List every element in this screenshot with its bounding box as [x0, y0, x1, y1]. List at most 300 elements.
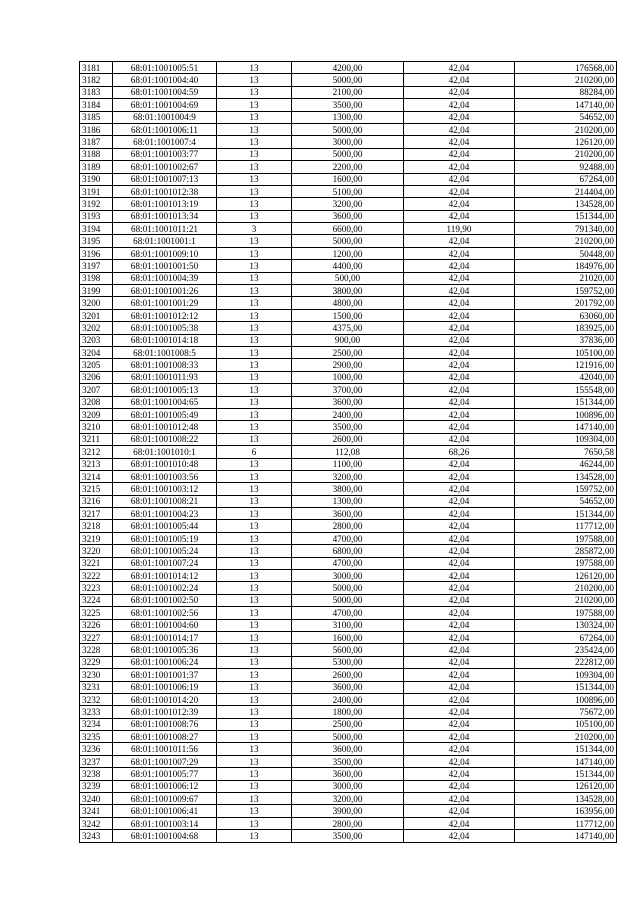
table-row [80, 384, 617, 396]
value-cell: 75672,00 [515, 706, 617, 718]
cadastral-number-cell: 68:01:1001012:12 [113, 309, 217, 321]
cadastral-number-cell: 68:01:1001004:39 [113, 272, 217, 284]
cadastral-number-cell: 68:01:1001002:50 [113, 594, 217, 606]
rate-cell: 42,04 [404, 247, 515, 259]
value-cell: 151344,00 [515, 768, 617, 780]
value-cell: 54652,00 [515, 111, 617, 123]
row-number-cell: 3183 [80, 86, 113, 98]
category-cell: 13 [217, 433, 292, 445]
row-number-cell: 3239 [80, 780, 113, 792]
table-row [80, 421, 617, 433]
area-cell: 4700,00 [292, 532, 404, 544]
category-cell: 13 [217, 830, 292, 842]
category-cell: 13 [217, 309, 292, 321]
rate-cell: 42,04 [404, 62, 515, 74]
area-cell: 3500,00 [292, 830, 404, 842]
area-cell: 1300,00 [292, 495, 404, 507]
row-number-cell: 3240 [80, 793, 113, 805]
category-cell: 13 [217, 731, 292, 743]
area-cell: 4800,00 [292, 297, 404, 309]
value-cell: 210200,00 [515, 582, 617, 594]
table-row [80, 793, 617, 805]
category-cell: 13 [217, 346, 292, 358]
value-cell: 134528,00 [515, 198, 617, 210]
area-cell: 1600,00 [292, 631, 404, 643]
rate-cell: 42,04 [404, 235, 515, 247]
row-number-cell: 3228 [80, 644, 113, 656]
category-cell: 13 [217, 148, 292, 160]
row-number-cell: 3237 [80, 755, 113, 767]
category-cell: 13 [217, 235, 292, 247]
cadastral-number-cell: 68:01:1001007:4 [113, 136, 217, 148]
cadastral-number-cell: 68:01:1001011:93 [113, 371, 217, 383]
row-number-cell: 3224 [80, 594, 113, 606]
area-cell: 4400,00 [292, 260, 404, 272]
value-cell: 21020,00 [515, 272, 617, 284]
category-cell: 13 [217, 297, 292, 309]
cadastral-number-cell: 68:01:1001004:59 [113, 86, 217, 98]
cadastral-number-cell: 68:01:1001005:77 [113, 768, 217, 780]
rate-cell: 42,04 [404, 706, 515, 718]
value-cell: 791340,00 [515, 223, 617, 235]
rate-cell: 42,04 [404, 123, 515, 135]
value-cell: 183925,00 [515, 322, 617, 334]
cadastral-number-cell: 68:01:1001005:38 [113, 322, 217, 334]
value-cell: 126120,00 [515, 570, 617, 582]
value-cell: 210200,00 [515, 731, 617, 743]
row-number-cell: 3217 [80, 508, 113, 520]
value-cell: 67264,00 [515, 631, 617, 643]
area-cell: 5000,00 [292, 235, 404, 247]
row-number-cell: 3210 [80, 421, 113, 433]
rate-cell: 42,04 [404, 272, 515, 284]
table-row [80, 557, 617, 569]
table-row [80, 532, 617, 544]
row-number-cell: 3229 [80, 656, 113, 668]
value-cell: 147140,00 [515, 99, 617, 111]
category-cell: 13 [217, 74, 292, 86]
value-cell: 210200,00 [515, 235, 617, 247]
value-cell: 109304,00 [515, 669, 617, 681]
table-row [80, 396, 617, 408]
table-row [80, 743, 617, 755]
value-cell: 176568,00 [515, 62, 617, 74]
area-cell: 3500,00 [292, 99, 404, 111]
category-cell: 13 [217, 706, 292, 718]
rate-cell: 42,04 [404, 793, 515, 805]
table-row [80, 508, 617, 520]
rate-cell: 42,04 [404, 470, 515, 482]
category-cell: 13 [217, 371, 292, 383]
rate-cell: 42,04 [404, 210, 515, 222]
area-cell: 3200,00 [292, 198, 404, 210]
category-cell: 13 [217, 557, 292, 569]
area-cell: 3500,00 [292, 421, 404, 433]
row-number-cell: 3188 [80, 148, 113, 160]
value-cell: 151344,00 [515, 508, 617, 520]
cadastral-number-cell: 68:01:1001004:60 [113, 619, 217, 631]
area-cell: 1200,00 [292, 247, 404, 259]
rate-cell: 42,04 [404, 99, 515, 111]
table-row [80, 768, 617, 780]
cadastral-number-cell: 68:01:1001005:51 [113, 62, 217, 74]
table-row [80, 817, 617, 829]
cadastral-number-cell: 68:01:1001001:50 [113, 260, 217, 272]
value-cell: 155548,00 [515, 384, 617, 396]
table-row [80, 62, 617, 74]
row-number-cell: 3222 [80, 570, 113, 582]
area-cell: 3100,00 [292, 619, 404, 631]
cadastral-number-cell: 68:01:1001003:56 [113, 470, 217, 482]
cadastral-number-cell: 68:01:1001004:69 [113, 99, 217, 111]
row-number-cell: 3226 [80, 619, 113, 631]
area-cell: 5100,00 [292, 185, 404, 197]
rate-cell: 42,04 [404, 545, 515, 557]
value-cell: 100896,00 [515, 693, 617, 705]
row-number-cell: 3185 [80, 111, 113, 123]
area-cell: 4700,00 [292, 607, 404, 619]
table-row [80, 235, 617, 247]
table-row [80, 669, 617, 681]
value-cell: 197588,00 [515, 557, 617, 569]
cadastral-number-cell: 68:01:1001002:67 [113, 161, 217, 173]
row-number-cell: 3214 [80, 470, 113, 482]
category-cell: 13 [217, 570, 292, 582]
area-cell: 4375,00 [292, 322, 404, 334]
category-cell: 13 [217, 408, 292, 420]
cadastral-number-cell: 68:01:1001009:10 [113, 247, 217, 259]
row-number-cell: 3216 [80, 495, 113, 507]
area-cell: 500,00 [292, 272, 404, 284]
cadastral-number-cell: 68:01:1001013:34 [113, 210, 217, 222]
value-cell: 126120,00 [515, 136, 617, 148]
cadastral-number-cell: 68:01:1001002:56 [113, 607, 217, 619]
table-row [80, 148, 617, 160]
area-cell: 2900,00 [292, 359, 404, 371]
row-number-cell: 3223 [80, 582, 113, 594]
area-cell: 3700,00 [292, 384, 404, 396]
table-row [80, 359, 617, 371]
value-cell: 184976,00 [515, 260, 617, 272]
cadastral-number-cell: 68:01:1001001:1 [113, 235, 217, 247]
table-row [80, 718, 617, 730]
category-cell: 13 [217, 681, 292, 693]
row-number-cell: 3215 [80, 483, 113, 495]
value-cell: 210200,00 [515, 148, 617, 160]
value-cell: 151344,00 [515, 743, 617, 755]
area-cell: 5000,00 [292, 74, 404, 86]
cadastral-number-cell: 68:01:1001001:26 [113, 285, 217, 297]
category-cell: 6 [217, 446, 292, 458]
area-cell: 5000,00 [292, 594, 404, 606]
table-row [80, 570, 617, 582]
area-cell: 1300,00 [292, 111, 404, 123]
cadastral-number-cell: 68:01:1001011:21 [113, 223, 217, 235]
cadastral-number-cell: 68:01:1001005:49 [113, 408, 217, 420]
cadastral-number-cell: 68:01:1001004:68 [113, 830, 217, 842]
cadastral-number-cell: 68:01:1001008:21 [113, 495, 217, 507]
rate-cell: 42,04 [404, 718, 515, 730]
table-row [80, 607, 617, 619]
category-cell: 13 [217, 384, 292, 396]
row-number-cell: 3219 [80, 532, 113, 544]
cadastral-number-cell: 68:01:1001003:77 [113, 148, 217, 160]
rate-cell: 42,04 [404, 384, 515, 396]
row-number-cell: 3238 [80, 768, 113, 780]
rate-cell: 42,04 [404, 508, 515, 520]
category-cell: 13 [217, 421, 292, 433]
cadastral-number-cell: 68:01:1001013:19 [113, 198, 217, 210]
cadastral-number-cell: 68:01:1001011:56 [113, 743, 217, 755]
value-cell: 147140,00 [515, 755, 617, 767]
table-row [80, 446, 617, 458]
row-number-cell: 3196 [80, 247, 113, 259]
table-row [80, 247, 617, 259]
cadastral-number-cell: 68:01:1001005:44 [113, 520, 217, 532]
area-cell: 2400,00 [292, 693, 404, 705]
area-cell: 2600,00 [292, 669, 404, 681]
category-cell: 13 [217, 582, 292, 594]
rate-cell: 42,04 [404, 359, 515, 371]
area-cell: 3200,00 [292, 793, 404, 805]
area-cell: 3600,00 [292, 396, 404, 408]
table-row [80, 780, 617, 792]
rate-cell: 42,04 [404, 644, 515, 656]
value-cell: 105100,00 [515, 718, 617, 730]
value-cell: 7650,58 [515, 446, 617, 458]
row-number-cell: 3241 [80, 805, 113, 817]
rate-cell: 42,04 [404, 161, 515, 173]
area-cell: 3600,00 [292, 681, 404, 693]
document-page [79, 61, 617, 843]
rate-cell: 42,04 [404, 148, 515, 160]
rate-cell: 42,04 [404, 346, 515, 358]
area-cell: 2400,00 [292, 408, 404, 420]
category-cell: 13 [217, 483, 292, 495]
rate-cell: 42,04 [404, 396, 515, 408]
row-number-cell: 3232 [80, 693, 113, 705]
cadastral-number-cell: 68:01:1001014:17 [113, 631, 217, 643]
row-number-cell: 3243 [80, 830, 113, 842]
area-cell: 6800,00 [292, 545, 404, 557]
value-cell: 134528,00 [515, 470, 617, 482]
rate-cell: 42,04 [404, 669, 515, 681]
value-cell: 100896,00 [515, 408, 617, 420]
table-row [80, 297, 617, 309]
table-row [80, 470, 617, 482]
row-number-cell: 3197 [80, 260, 113, 272]
value-cell: 210200,00 [515, 74, 617, 86]
category-cell: 13 [217, 793, 292, 805]
table-row [80, 74, 617, 86]
cadastral-number-cell: 68:01:1001008:22 [113, 433, 217, 445]
area-cell: 3600,00 [292, 768, 404, 780]
cadastral-number-cell: 68:01:1001001:29 [113, 297, 217, 309]
table-row [80, 309, 617, 321]
cadastral-number-cell: 68:01:1001008:27 [113, 731, 217, 743]
table-row [80, 631, 617, 643]
area-cell: 2500,00 [292, 346, 404, 358]
value-cell: 151344,00 [515, 210, 617, 222]
cadastral-number-cell: 68:01:1001006:12 [113, 780, 217, 792]
value-cell: 151344,00 [515, 396, 617, 408]
table-row [80, 656, 617, 668]
row-number-cell: 3193 [80, 210, 113, 222]
table-row [80, 285, 617, 297]
category-cell: 13 [217, 780, 292, 792]
category-cell: 13 [217, 247, 292, 259]
category-cell: 13 [217, 520, 292, 532]
value-cell: 50448,00 [515, 247, 617, 259]
value-cell: 197588,00 [515, 607, 617, 619]
row-number-cell: 3242 [80, 817, 113, 829]
table-row [80, 198, 617, 210]
rate-cell: 42,04 [404, 780, 515, 792]
cadastral-number-cell: 68:01:1001012:48 [113, 421, 217, 433]
table-row [80, 371, 617, 383]
area-cell: 5300,00 [292, 656, 404, 668]
row-number-cell: 3198 [80, 272, 113, 284]
rate-cell: 42,04 [404, 173, 515, 185]
row-number-cell: 3206 [80, 371, 113, 383]
table-row [80, 223, 617, 235]
rate-cell: 42,04 [404, 631, 515, 643]
category-cell: 13 [217, 594, 292, 606]
area-cell: 3900,00 [292, 805, 404, 817]
area-cell: 2500,00 [292, 718, 404, 730]
cadastral-number-cell: 68:01:1001005:36 [113, 644, 217, 656]
table-row [80, 111, 617, 123]
area-cell: 4700,00 [292, 557, 404, 569]
cadastral-number-cell: 68:01:1001007:24 [113, 557, 217, 569]
value-cell: 130324,00 [515, 619, 617, 631]
value-cell: 37836,00 [515, 334, 617, 346]
category-cell: 13 [217, 755, 292, 767]
value-cell: 105100,00 [515, 346, 617, 358]
value-cell: 88284,00 [515, 86, 617, 98]
table-row [80, 483, 617, 495]
table-row [80, 322, 617, 334]
cadastral-number-cell: 68:01:1001002:24 [113, 582, 217, 594]
area-cell: 2800,00 [292, 817, 404, 829]
category-cell: 13 [217, 86, 292, 98]
area-cell: 2200,00 [292, 161, 404, 173]
rate-cell: 42,04 [404, 185, 515, 197]
row-number-cell: 3194 [80, 223, 113, 235]
row-number-cell: 3187 [80, 136, 113, 148]
row-number-cell: 3220 [80, 545, 113, 557]
rate-cell: 42,04 [404, 743, 515, 755]
row-number-cell: 3227 [80, 631, 113, 643]
cadastral-number-cell: 68:01:1001004:9 [113, 111, 217, 123]
area-cell: 5000,00 [292, 582, 404, 594]
rate-cell: 68,26 [404, 446, 515, 458]
rate-cell: 42,04 [404, 86, 515, 98]
cadastral-number-cell: 68:01:1001008:76 [113, 718, 217, 730]
rate-cell: 42,04 [404, 74, 515, 86]
area-cell: 3600,00 [292, 508, 404, 520]
area-cell: 2800,00 [292, 520, 404, 532]
rate-cell: 42,04 [404, 483, 515, 495]
row-number-cell: 3184 [80, 99, 113, 111]
cadastral-number-cell: 68:01:1001004:65 [113, 396, 217, 408]
value-cell: 214404,00 [515, 185, 617, 197]
cadastral-number-cell: 68:01:1001005:19 [113, 532, 217, 544]
area-cell: 3500,00 [292, 755, 404, 767]
rate-cell: 42,04 [404, 334, 515, 346]
area-cell: 2600,00 [292, 433, 404, 445]
rate-cell: 42,04 [404, 570, 515, 582]
category-cell: 13 [217, 210, 292, 222]
cadastral-number-cell: 68:01:1001012:38 [113, 185, 217, 197]
cadastral-number-cell: 68:01:1001014:20 [113, 693, 217, 705]
value-cell: 63060,00 [515, 309, 617, 321]
area-cell: 4200,00 [292, 62, 404, 74]
table-row [80, 706, 617, 718]
category-cell: 13 [217, 817, 292, 829]
table-row [80, 582, 617, 594]
rate-cell: 42,04 [404, 557, 515, 569]
area-cell: 1000,00 [292, 371, 404, 383]
table-row [80, 346, 617, 358]
value-cell: 235424,00 [515, 644, 617, 656]
category-cell: 13 [217, 359, 292, 371]
value-cell: 46244,00 [515, 458, 617, 470]
category-cell: 13 [217, 458, 292, 470]
table-row [80, 408, 617, 420]
area-cell: 3800,00 [292, 483, 404, 495]
table-row [80, 123, 617, 135]
category-cell: 13 [217, 161, 292, 173]
rate-cell: 42,04 [404, 594, 515, 606]
cadastral-number-cell: 68:01:1001010:1 [113, 446, 217, 458]
row-number-cell: 3182 [80, 74, 113, 86]
table-row [80, 545, 617, 557]
cadastral-number-cell: 68:01:1001008:33 [113, 359, 217, 371]
rate-cell: 42,04 [404, 805, 515, 817]
table-row [80, 594, 617, 606]
cadastral-number-cell: 68:01:1001001:37 [113, 669, 217, 681]
category-cell: 13 [217, 99, 292, 111]
area-cell: 900,00 [292, 334, 404, 346]
rate-cell: 42,04 [404, 520, 515, 532]
rate-cell: 42,04 [404, 817, 515, 829]
rate-cell: 42,04 [404, 309, 515, 321]
category-cell: 13 [217, 173, 292, 185]
category-cell: 13 [217, 669, 292, 681]
category-cell: 13 [217, 545, 292, 557]
value-cell: 210200,00 [515, 123, 617, 135]
row-number-cell: 3195 [80, 235, 113, 247]
rate-cell: 42,04 [404, 681, 515, 693]
cadastral-number-cell: 68:01:1001009:67 [113, 793, 217, 805]
row-number-cell: 3230 [80, 669, 113, 681]
land-plots-table [79, 61, 617, 843]
value-cell: 121916,00 [515, 359, 617, 371]
value-cell: 285872,00 [515, 545, 617, 557]
category-cell: 13 [217, 644, 292, 656]
row-number-cell: 3211 [80, 433, 113, 445]
table-row [80, 433, 617, 445]
cadastral-number-cell: 68:01:1001007:29 [113, 755, 217, 767]
area-cell: 6600,00 [292, 223, 404, 235]
category-cell: 13 [217, 136, 292, 148]
table-row [80, 173, 617, 185]
category-cell: 13 [217, 743, 292, 755]
cadastral-number-cell: 68:01:1001008:5 [113, 346, 217, 358]
category-cell: 13 [217, 619, 292, 631]
cadastral-number-cell: 68:01:1001006:19 [113, 681, 217, 693]
